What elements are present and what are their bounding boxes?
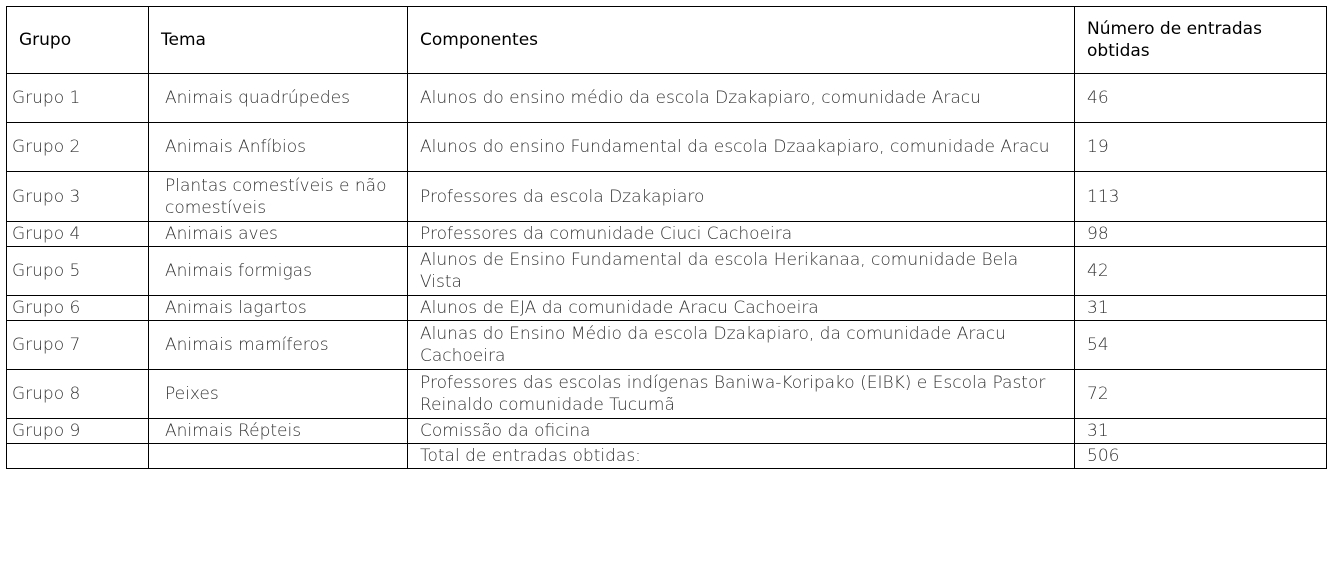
table-row [7, 370, 1327, 419]
table-row [7, 172, 1327, 222]
cell-tema: Animais lagartos [149, 296, 408, 321]
table-row [7, 74, 1327, 123]
header-entradas: Número de entradas obtidas [1075, 7, 1327, 74]
cell-componentes: Alunas do Ensino Médio da escola Dzakapiaro, da comunidade Aracu Cachoeira [408, 321, 1075, 370]
cell-empty [7, 444, 149, 469]
cell-grupo: Grupo 8 [7, 370, 149, 419]
cell-empty [149, 444, 408, 469]
cell-entradas: 31 [1075, 419, 1327, 444]
total-value: 506 [1075, 444, 1327, 469]
cell-grupo: Grupo 9 [7, 419, 149, 444]
table-row [7, 123, 1327, 172]
cell-componentes: Professores das escolas indígenas Baniwa-Koripako (EIBK) e Escola Pastor Reinaldo comunidade Tucumã [408, 370, 1075, 419]
table-row [7, 419, 1327, 444]
cell-grupo: Grupo 2 [7, 123, 149, 172]
cell-tema: Animais formigas [149, 247, 408, 296]
cell-componentes: Alunos do ensino médio da escola Dzakapiaro, comunidade Aracu [408, 74, 1075, 123]
cell-entradas: 46 [1075, 74, 1327, 123]
cell-grupo: Grupo 6 [7, 296, 149, 321]
entries-table [6, 6, 1327, 469]
cell-entradas: 31 [1075, 296, 1327, 321]
cell-grupo: Grupo 3 [7, 172, 149, 222]
header-tema: Tema [149, 7, 408, 74]
cell-entradas: 113 [1075, 172, 1327, 222]
total-row [7, 444, 1327, 469]
cell-grupo: Grupo 5 [7, 247, 149, 296]
cell-componentes: Professores da comunidade Ciuci Cachoeira [408, 222, 1075, 247]
cell-grupo: Grupo 4 [7, 222, 149, 247]
cell-componentes: Professores da escola Dzakapiaro [408, 172, 1075, 222]
cell-componentes: Alunos de Ensino Fundamental da escola Herikanaa, comunidade Bela Vista [408, 247, 1075, 296]
cell-entradas: 54 [1075, 321, 1327, 370]
cell-entradas: 19 [1075, 123, 1327, 172]
cell-tema: Animais Anfíbios [149, 123, 408, 172]
table-row [7, 321, 1327, 370]
cell-tema: Peixes [149, 370, 408, 419]
cell-componentes: Alunos do ensino Fundamental da escola Dzaakapiaro, comunidade Aracu [408, 123, 1075, 172]
cell-tema: Animais Répteis [149, 419, 408, 444]
cell-entradas: 72 [1075, 370, 1327, 419]
table-row [7, 296, 1327, 321]
cell-componentes: Comissão da oficina [408, 419, 1075, 444]
table-row [7, 247, 1327, 296]
cell-entradas: 42 [1075, 247, 1327, 296]
header-grupo: Grupo [7, 7, 149, 74]
cell-tema: Animais aves [149, 222, 408, 247]
cell-tema: Animais mamíferos [149, 321, 408, 370]
cell-tema: Plantas comestíveis e não comestíveis [149, 172, 408, 222]
header-row [7, 7, 1327, 74]
cell-entradas: 98 [1075, 222, 1327, 247]
cell-grupo: Grupo 1 [7, 74, 149, 123]
header-componentes: Componentes [408, 7, 1075, 74]
table-row [7, 222, 1327, 247]
total-label: Total de entradas obtidas: [408, 444, 1075, 469]
cell-componentes: Alunos de EJA da comunidade Aracu Cachoeira [408, 296, 1075, 321]
cell-grupo: Grupo 7 [7, 321, 149, 370]
cell-tema: Animais quadrúpedes [149, 74, 408, 123]
